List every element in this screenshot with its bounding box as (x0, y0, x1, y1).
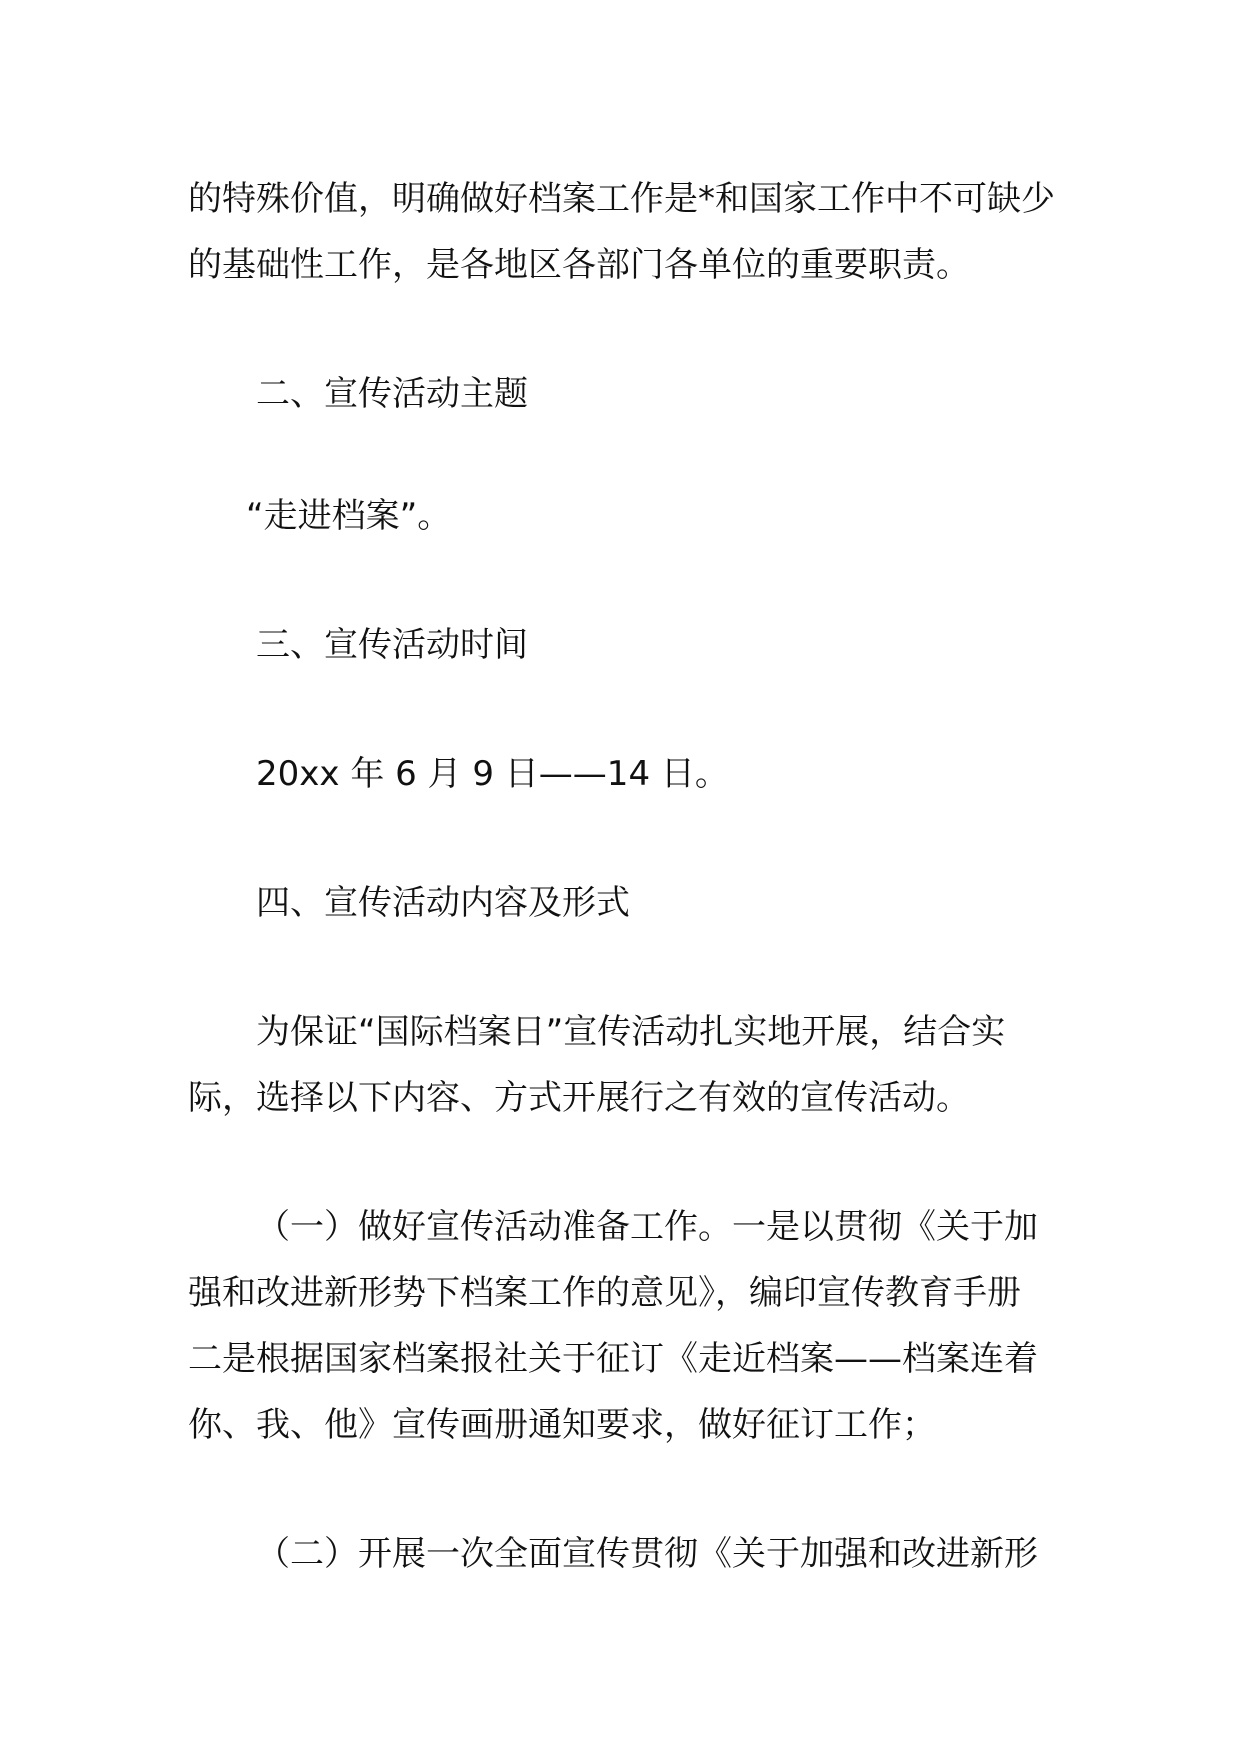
paragraph-item-2 (188, 1521, 1058, 1587)
text-line: 强和改进新形势下档案工作的意见》，编印宣传教育手册 (188, 1273, 1021, 1313)
text-line: 为保证“国际档案日”宣传活动扎实地开展，结合实 (256, 1012, 1006, 1052)
text-line: 的基础性工作，是各地区各部门各单位的重要职责。 (188, 245, 970, 285)
text-line: （二）开展一次全面宣传贯彻《关于加强和改进新形 (256, 1534, 1038, 1574)
section-heading-content (188, 870, 1058, 936)
text-line: 的特殊价值，明确做好档案工作是*和国家工作中不可缺少 (188, 179, 1055, 219)
section-heading-theme (188, 361, 1058, 427)
paragraph-continuation (188, 166, 1058, 298)
paragraph-spacing (188, 936, 1058, 999)
paragraph-spacing (188, 807, 1058, 870)
heading-line: 三、宣传活动时间 (256, 625, 528, 665)
heading-line: 四、宣传活动内容及形式 (256, 883, 630, 923)
paragraph-spacing (188, 298, 1058, 361)
text-line: （一）做好宣传活动准备工作。一是以贯彻《关于加 (256, 1207, 1038, 1247)
paragraph-spacing (188, 678, 1058, 741)
heading-line: 二、宣传活动主题 (256, 374, 528, 414)
text-line: 20xx 年 6 月 9 日——14 日。 (256, 754, 729, 794)
text-line: 你、我、他》宣传画册通知要求，做好征订工作； (188, 1405, 936, 1445)
document-body (188, 166, 1058, 1587)
paragraph-item-1 (188, 1194, 1058, 1458)
text-line: “走进档案”。 (246, 496, 452, 536)
theme-statement (188, 483, 1058, 549)
paragraph-spacing (188, 549, 1058, 612)
section-heading-time (188, 612, 1058, 678)
paragraph-intro (188, 999, 1058, 1131)
activity-date (188, 741, 1058, 807)
paragraph-spacing (188, 1131, 1058, 1194)
paragraph-spacing (188, 427, 1058, 483)
text-line: 二是根据国家档案报社关于征订《走近档案——档案连着 (188, 1339, 1038, 1379)
paragraph-spacing (188, 1458, 1058, 1521)
text-line: 际，选择以下内容、方式开展行之有效的宣传活动。 (188, 1078, 970, 1118)
